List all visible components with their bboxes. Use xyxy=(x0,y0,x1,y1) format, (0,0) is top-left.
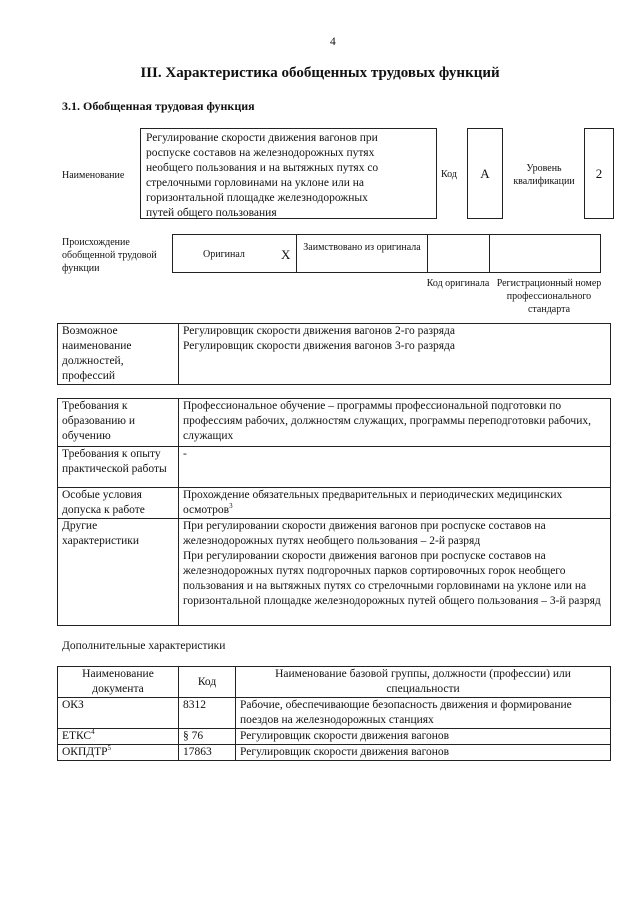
page-number: 4 xyxy=(330,36,336,48)
doc-cell xyxy=(58,698,179,729)
origin-box xyxy=(172,234,601,273)
reg-number-caption: Регистрационный номер профессионального стандарта xyxy=(496,278,602,315)
name-line: необщего пользования и на вытяжных путях со xyxy=(146,162,379,174)
name-cell: Регулировщик скорости движения вагонов xyxy=(236,745,611,761)
code-cell: 8312 xyxy=(179,698,236,729)
req-label: Требования к образованию и обучению xyxy=(58,399,179,447)
header-cell: Наименование документа xyxy=(58,667,179,698)
code-original-caption: Код оригинала xyxy=(426,278,490,289)
name-line: стрелочными горловинами на уклоне или на xyxy=(146,177,364,189)
name-label: Наименование xyxy=(62,170,125,181)
divider xyxy=(427,235,428,272)
code-cell: § 76 xyxy=(179,729,236,745)
doc-cell xyxy=(58,729,179,745)
additional-table xyxy=(57,666,611,761)
name-line: Регулирование скорости движения вагонов при xyxy=(146,132,378,144)
table-row xyxy=(58,745,611,761)
requirements-table xyxy=(57,398,611,626)
req-value xyxy=(179,488,611,519)
req-text: При регулировании скорости движения вагонов при роспуске составов на железнодорожных путях подгорочных парков сортировочных горок необщего пользования и на вытяжных путях со стрелочными горловинами на уклоне или на горизонтальной площадке железнодорожных путей общего пользования – 3-й разряд xyxy=(183,550,601,607)
code-label: Код xyxy=(441,169,457,180)
name-cell: Регулировщик скорости движения вагонов xyxy=(236,729,611,745)
req-label: Требования к опыту практической работы xyxy=(58,447,179,488)
position-item: Регулировщик скорости движения вагонов 3-го разряда xyxy=(183,340,456,352)
origin-label: Происхождение обобщенной трудовой функции xyxy=(62,237,157,274)
table-row xyxy=(58,698,611,729)
positions-values xyxy=(179,324,611,385)
gtf-name-box xyxy=(140,128,437,219)
req-label: Особые условия допуска к работе xyxy=(58,488,179,519)
additional-title: Дополнительные характеристики xyxy=(62,640,226,652)
table-row xyxy=(58,729,611,745)
req-value: - xyxy=(179,447,611,488)
position-item: Регулировщик скорости движения вагонов 2-го разряда xyxy=(183,325,456,337)
name-cell: Рабочие, обеспечивающие безопасность движения и формирование поездов на железнодорожных станциях xyxy=(236,698,611,729)
footnote-ref: 3 xyxy=(229,502,233,511)
divider xyxy=(296,235,297,272)
doc-name: ОКЗ xyxy=(62,699,84,711)
req-text: При регулировании скорости движения вагонов при роспуске составов на железнодорожных путях необщего пользования – 2-й разряд xyxy=(183,520,546,547)
doc-name: ЕТКС xyxy=(62,730,92,742)
name-line: горизонтальной площадке железнодорожных xyxy=(146,192,368,204)
header-cell: Наименование базовой группы, должности (профессии) или специальности xyxy=(236,667,611,698)
name-line: путей общего пользования xyxy=(146,207,277,219)
positions-label: Возможное наименование должностей, профессий xyxy=(58,324,179,385)
doc-cell xyxy=(58,745,179,761)
original-mark: X xyxy=(281,247,291,262)
req-text: Прохождение обязательных предварительных и периодических медицинских осмотров xyxy=(183,489,563,516)
req-value: Профессиональное обучение – программы профессиональной подготовки по профессиям рабочих, должностям служащих, программы переподготовки рабочих, служащих xyxy=(179,399,611,447)
subsection-title: 3.1. Обобщенная трудовая функция xyxy=(62,99,255,113)
divider xyxy=(489,235,490,272)
original-label: Оригинал xyxy=(203,249,245,260)
req-value xyxy=(179,519,611,626)
footnote-ref: 5 xyxy=(107,744,112,753)
header-cell: Код xyxy=(179,667,236,698)
code-cell: 17863 xyxy=(179,745,236,761)
section-title: III. Характеристика обобщенных трудовых функций xyxy=(140,65,500,81)
name-line: роспуске составов на железнодорожных путях xyxy=(146,147,375,159)
level-label: Уровень квалификации xyxy=(513,163,575,187)
borrowed-label: Заимствовано из оригинала xyxy=(303,242,421,253)
code-value: A xyxy=(467,128,503,219)
level-value: 2 xyxy=(584,128,614,219)
req-label: Другие характеристики xyxy=(58,519,179,626)
doc-name: ОКПДТР xyxy=(62,746,108,758)
positions-table xyxy=(57,323,611,385)
footnote-ref: 4 xyxy=(91,728,95,737)
